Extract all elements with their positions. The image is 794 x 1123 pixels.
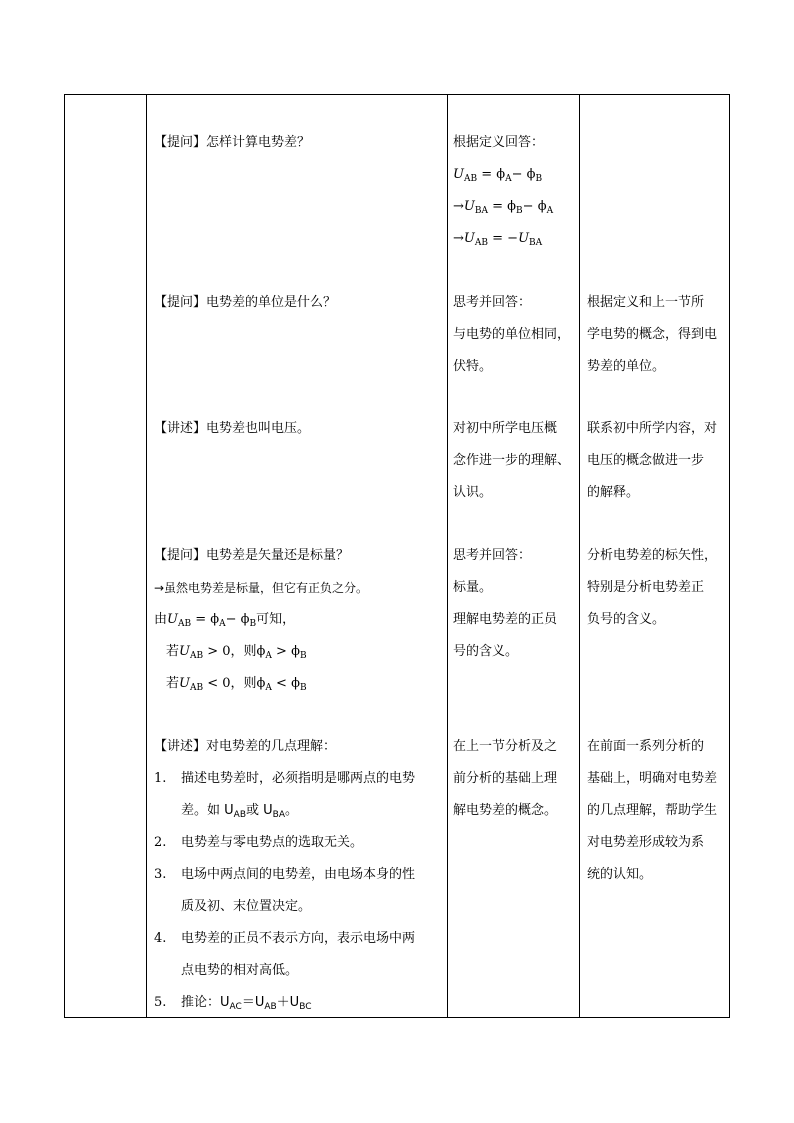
student-response: 号的含义。	[453, 644, 519, 659]
list-item: 电势差与零电势点的选取无关。	[181, 835, 364, 850]
student-response: 与电势的单位相同，	[453, 327, 571, 342]
teacher-question: 【提问】电势差是矢量还是标量？	[154, 548, 350, 563]
formula: $U_{AB} = \phi_A- \phi_B$	[453, 167, 543, 184]
design-intent: 基础上，明确对电势差	[587, 771, 718, 786]
design-intent: 统的认知。	[587, 867, 653, 882]
list-number: 5.	[154, 995, 167, 1010]
design-intent: 负号的含义。	[587, 612, 666, 627]
list-item: 电势差的正员不表示方向，表示电场中两	[181, 931, 416, 946]
derivation: 由$U_{AB} = \phi_A- \phi_B$可知，	[154, 612, 296, 629]
student-response: 前分析的基础上理	[453, 771, 558, 786]
student-response: 理解电势差的正员	[453, 612, 558, 627]
design-intent: 的解释。	[587, 485, 640, 500]
list-item: 点电势的相对高低。	[181, 963, 299, 978]
case-negative: 若$U_{AB} < 0$，则$\phi_A < \phi_B$	[166, 676, 307, 693]
teacher-question: 【提问】电势差的单位是什么？	[154, 295, 337, 310]
student-response: 根据定义回答：	[453, 135, 545, 150]
design-intent: 在前面一系列分析的	[587, 739, 705, 754]
student-response: 在上一节分析及之	[453, 739, 558, 754]
student-response: 认识。	[453, 485, 493, 500]
design-intent: 分析电势差的标矢性，	[587, 548, 718, 563]
student-response: 思考并回答：	[453, 295, 532, 310]
list-item: 差。如 $U_{AB}$或 $U_{BA}$。	[181, 803, 299, 820]
list-item: 质及初、末位置决定。	[181, 899, 312, 914]
list-number: 2.	[154, 835, 167, 850]
teacher-statement: 【讲述】对电势差的几点理解：	[154, 739, 337, 754]
formula: $\to U_{AB} = -U_{BA}$	[453, 231, 543, 248]
design-intent: 特别是分析电势差正	[587, 580, 705, 595]
column-divider	[146, 95, 147, 1017]
design-intent: 对电势差形成较为系	[587, 835, 705, 850]
case-positive: 若$U_{AB} > 0$，则$\phi_A > \phi_B$	[166, 644, 307, 661]
design-intent: 的几点理解，帮助学生	[587, 803, 718, 818]
list-number: 1.	[154, 771, 167, 786]
teacher-question: 【提问】怎样计算电势差？	[154, 135, 311, 150]
student-response: 对初中所学电压概	[453, 421, 558, 436]
student-response: 解电势差的概念。	[453, 803, 558, 818]
student-response: 念作进一步的理解、	[453, 453, 571, 468]
design-intent: 电压的概念做进一步	[587, 453, 705, 468]
design-intent: 势差的单位。	[587, 359, 666, 374]
column-divider	[579, 95, 580, 1017]
student-response: 标量。	[453, 580, 493, 595]
list-number: 3.	[154, 867, 167, 882]
teacher-note: →虽然电势差是标量，但它有正负之分。	[154, 581, 369, 595]
design-intent: 联系初中所学内容，对	[587, 421, 718, 436]
list-item: 推论：$U_{AC}=U_{AB}+U_{BC}$	[181, 995, 312, 1012]
teacher-statement: 【讲述】电势差也叫电压。	[154, 421, 311, 436]
list-item: 电场中两点间的电势差，由电场本身的性	[181, 867, 416, 882]
column-divider	[447, 95, 448, 1017]
formula: $\to U_{BA} = \phi_B- \phi_A$	[453, 199, 554, 216]
design-intent: 学电势的概念，得到电	[587, 327, 718, 342]
list-item: 描述电势差时，必须指明是哪两点的电势	[181, 771, 416, 786]
student-response: 伏特。	[453, 359, 493, 374]
list-number: 4.	[154, 931, 167, 946]
student-response: 思考并回答：	[453, 548, 532, 563]
design-intent: 根据定义和上一节所	[587, 295, 705, 310]
